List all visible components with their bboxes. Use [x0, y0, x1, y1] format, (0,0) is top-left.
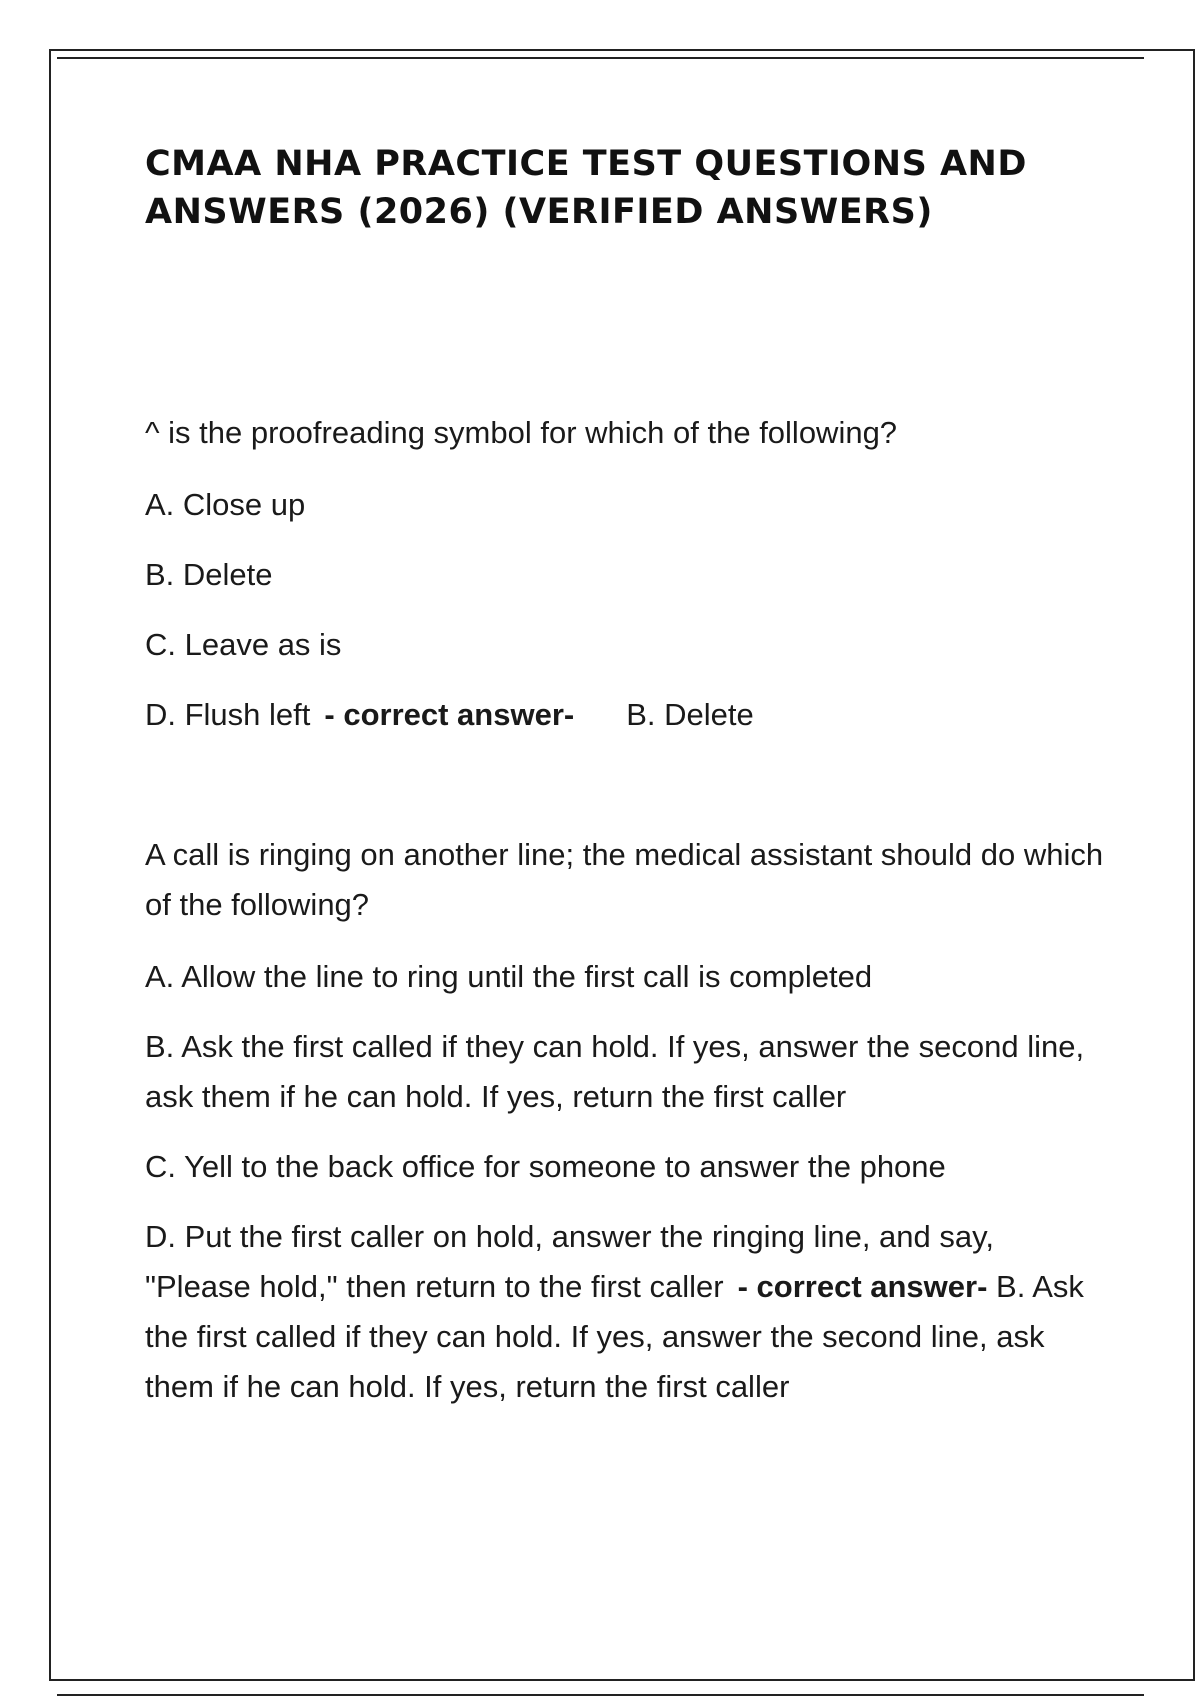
bottom-rule	[57, 1694, 1144, 1696]
option-a: A. Close up	[145, 487, 306, 522]
correct-answer-marker: - correct answer-	[737, 1269, 988, 1304]
question-text: ^ is the proofreading symbol for which of the following?	[145, 415, 898, 450]
correct-answer-marker: - correct answer-	[324, 697, 575, 732]
question-2	[145, 830, 1105, 1412]
option-d: D. Put the first caller on hold, answer the ringing line, and say, "Please hold," then return to the first caller	[145, 1219, 994, 1304]
option-a: A. Allow the line to ring until the first call is completed	[145, 959, 873, 994]
correct-answer: B. Ask the first called if they can hold. If yes, answer the second line, ask them if he can hold. If yes, return the first caller	[145, 1269, 1084, 1404]
option-c: C. Yell to the back office for someone to answer the phone	[145, 1149, 946, 1184]
document-title: CMAA NHA PRACTICE TEST QUESTIONS AND ANSWERS (2026) (VERIFIED ANSWERS)	[145, 144, 1027, 232]
question-text: A call is ringing on another line; the medical assistant should do which of the following?	[145, 837, 1104, 922]
question-1	[145, 408, 1105, 740]
option-d-with-answer	[145, 690, 1105, 740]
option-d-with-answer	[145, 1212, 1105, 1412]
option-b: B. Delete	[145, 557, 273, 592]
correct-answer: B. Delete	[626, 697, 754, 732]
option-d: D. Flush left	[145, 697, 311, 732]
top-rule	[57, 57, 1144, 59]
option-c: C. Leave as is	[145, 627, 342, 662]
document-body	[145, 140, 1105, 1432]
option-b: B. Ask the first called if they can hold. If yes, answer the second line, ask them if he can hold. If yes, return the first caller	[145, 1029, 1085, 1114]
